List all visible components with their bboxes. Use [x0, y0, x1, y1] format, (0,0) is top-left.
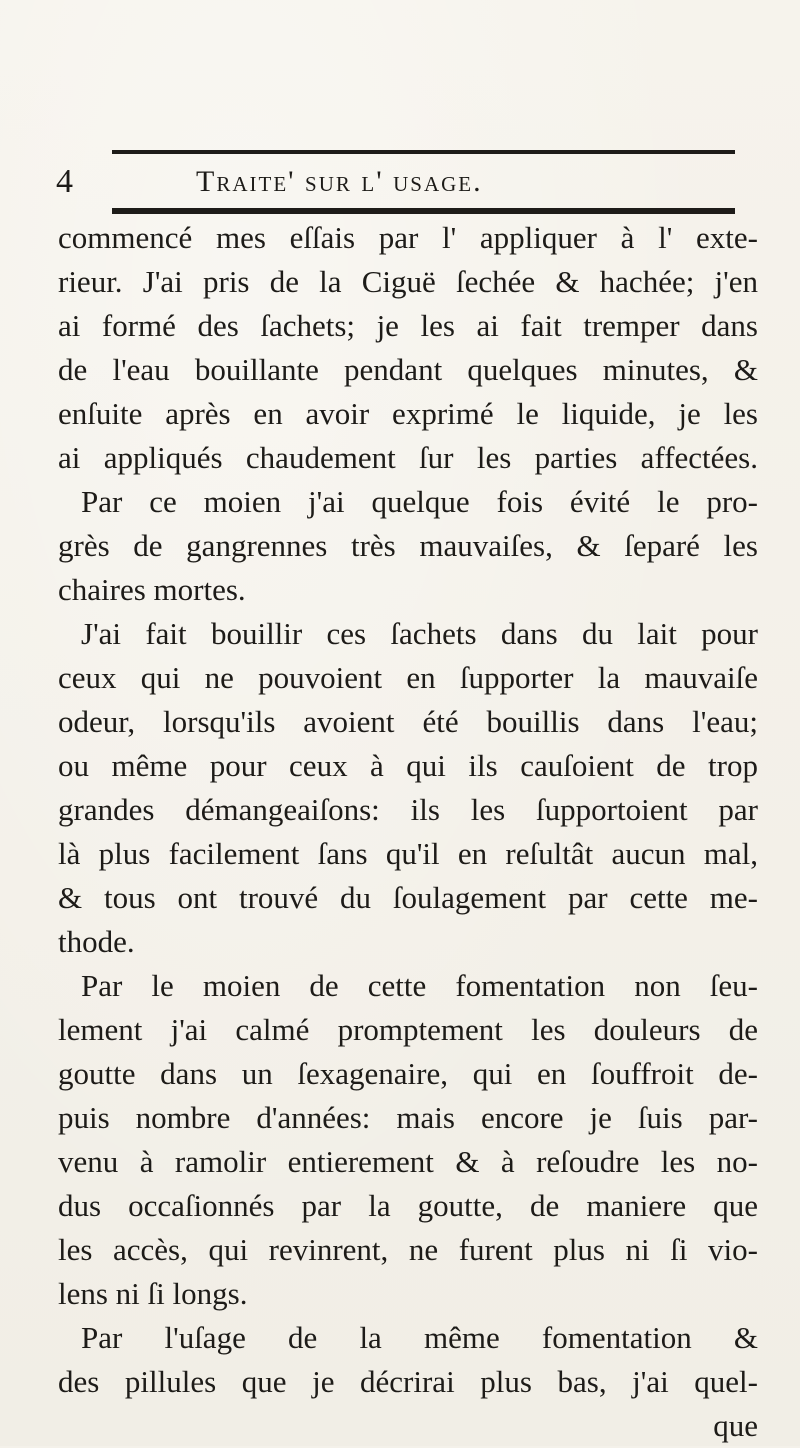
- text-line: ceux qui ne pouvoient en ſupporter la mauvaiſe: [58, 660, 758, 695]
- text-line: J'ai fait bouillir ces ſachets dans du lait pour: [81, 616, 758, 651]
- text-line: là plus facilement ſans qu'il en reſultât aucun mal,: [58, 836, 758, 871]
- text-line: ai appliqués chaudement ſur les parties affectées.: [58, 440, 758, 475]
- text-line: grandes démangeaiſons: ils les ſupportoient par: [58, 792, 758, 827]
- text-line: puis nombre d'années: mais encore je ſuis par-: [58, 1100, 758, 1135]
- text-line: thode.: [58, 924, 135, 959]
- header-rule-bottom: [112, 208, 735, 214]
- text-line: commencé mes eſſais par l' appliquer à l' exte-: [58, 220, 758, 255]
- text-line: venu à ramolir entierement & à reſoudre les no-: [58, 1144, 758, 1179]
- catchword: que: [713, 1408, 758, 1443]
- text-line: lement j'ai calmé promptement les douleurs de: [58, 1012, 758, 1047]
- running-title: Traite' sur l' usage.: [196, 165, 483, 198]
- text-line: des pillules que je décrirai plus bas, j'ai quel-: [58, 1364, 758, 1399]
- text-line: dus occaſionnés par la goutte, de maniere que: [58, 1188, 758, 1223]
- page-number: 4: [56, 163, 73, 200]
- text-line: enſuite après en avoir exprimé le liquide, je les: [58, 396, 758, 431]
- text-line: & tous ont trouvé du ſoulagement par cette me-: [58, 880, 758, 915]
- text-line: ai formé des ſachets; je les ai fait tremper dans: [58, 308, 758, 343]
- text-line: rieur. J'ai pris de la Ciguë ſechée & hachée; j'en: [58, 264, 758, 299]
- text-line: de l'eau bouillante pendant quelques minutes, &: [58, 352, 758, 387]
- text-line: Par l'uſage de la même fomentation &: [81, 1320, 758, 1355]
- text-line: lens ni ſi longs.: [58, 1276, 248, 1311]
- text-line: ou même pour ceux à qui ils cauſoient de trop: [58, 748, 758, 783]
- text-line: Par le moien de cette fomentation non ſeu-: [81, 968, 758, 1003]
- text-line: Par ce moien j'ai quelque fois évité le pro-: [81, 484, 758, 519]
- text-line: les accès, qui revinrent, ne furent plus ni ſi vio-: [58, 1232, 758, 1267]
- page-header: [56, 158, 736, 206]
- text-line: odeur, lorsqu'ils avoient été bouillis dans l'eau;: [58, 704, 758, 739]
- header-rule-top: [112, 150, 735, 154]
- text-line: goutte dans un ſexagenaire, qui en ſouffroit de-: [58, 1056, 758, 1091]
- text-line: chaires mortes.: [58, 572, 246, 607]
- text-line: grès de gangrennes très mauvaiſes, & ſeparé les: [58, 528, 758, 563]
